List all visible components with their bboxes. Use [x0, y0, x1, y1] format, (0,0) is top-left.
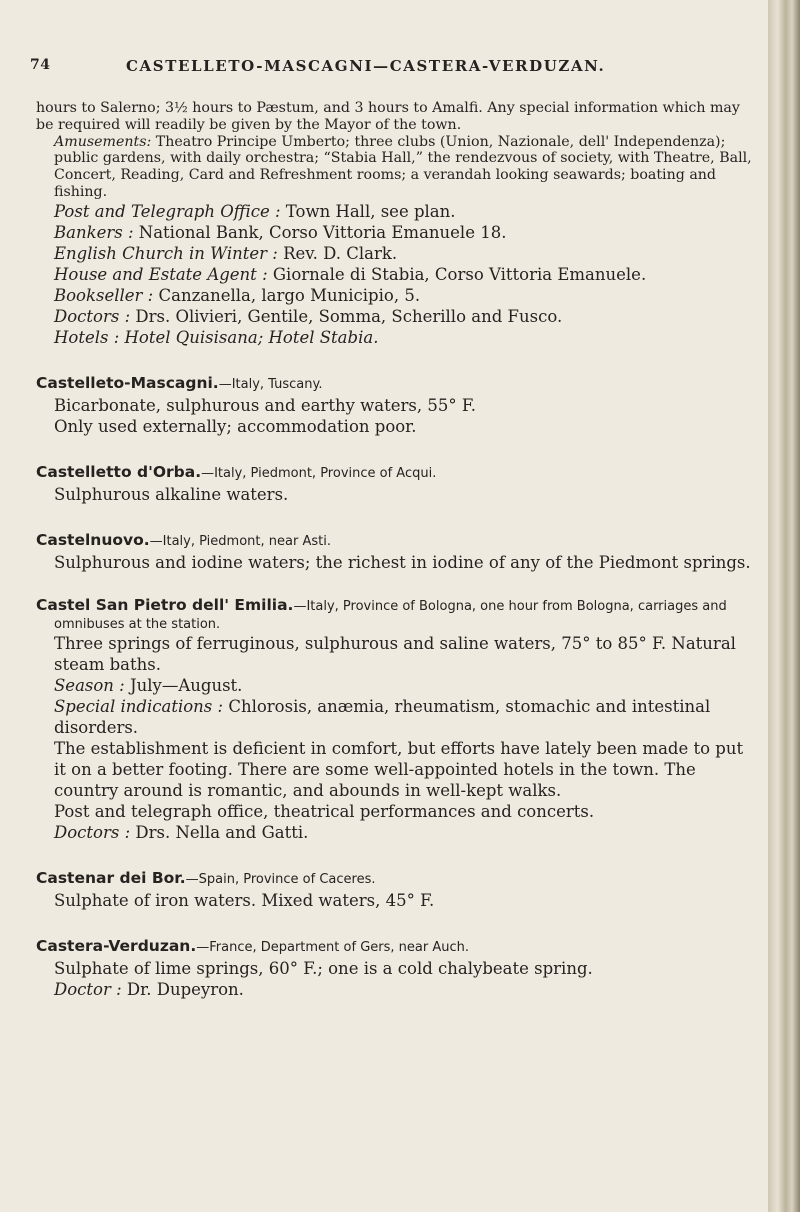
entry-text: Sulphate of iron waters. Mixed waters, 45° F. — [54, 891, 435, 911]
post-text: Town Hall, see plan. — [280, 201, 456, 221]
entry-text: Sulphurous alkaline waters. — [54, 484, 289, 504]
bankers-text: National Bank, Corso Vittoria Emanuele 18. — [133, 222, 507, 242]
entry-text: The establishment is deficient in comfort, but efforts have lately been made to put it on a better footing. There are some well-appointed hotels in the town. The country around is romantic, and abounds in well-kept walks. — [54, 739, 744, 801]
post-line — [36, 201, 752, 222]
entry-location: —Italy, Piedmont, near Asti. — [149, 533, 331, 549]
entry-castenar-dei-bor — [36, 867, 752, 911]
entry-castelleto-mascagni — [36, 372, 752, 437]
page-number: 74 — [30, 57, 51, 73]
amusements-text: Theatro Principe Umberto; three clubs (Union, Nazionale, dell' Independenza); public gardens, with daily orchestra; “Stabia Hall,” the rendezvous of society, with Theatre, Ball, Concert, Reading, Card and Refreshment rooms; a verandah looking seawards; boating and fishing. — [54, 133, 752, 200]
entry-heading — [36, 935, 752, 958]
entry-location: —Italy, Piedmont, Province of Acqui. — [201, 465, 437, 481]
doctors-line — [36, 822, 752, 843]
entry-headword: Castelletto d'Orba. — [36, 462, 202, 481]
running-title: CASTELLETO-MASCAGNI—CASTERA-VERDUZAN. — [126, 57, 606, 75]
season-text: July—August. — [124, 676, 243, 696]
page-body — [36, 100, 752, 1000]
continued-paragraph: hours to Salerno; 3½ hours to Pæstum, and 3 hours to Amalfi. Any special information which may be required will readily be given by the Mayor of the town. — [36, 100, 740, 133]
running-head — [30, 57, 750, 79]
doctors-label: Doctors : — [54, 306, 131, 326]
agent-text: Giornale di Stabia, Corso Vittoria Emanuele. — [267, 264, 647, 284]
page-edge — [768, 0, 800, 1212]
hotels-line: Hotels : Hotel Quisisana; Hotel Stabia. — [54, 327, 379, 347]
doctor-line — [36, 979, 752, 1000]
doctors-text: Drs. Olivieri, Gentile, Somma, Scherillo and Fusco. — [130, 306, 563, 326]
entry-headword: Castel San Pietro dell' Emilia. — [36, 595, 294, 614]
bookseller-label: Bookseller : — [54, 285, 154, 305]
season-label: Season : — [54, 676, 125, 696]
doctors-text: Drs. Nella and Gatti. — [130, 823, 309, 843]
entry-heading — [36, 461, 752, 484]
entry-headword: Castenar dei Bor. — [36, 869, 186, 888]
entry-headword: Castera-Verduzan. — [36, 937, 197, 956]
church-line — [36, 243, 752, 264]
indications-text: Chlorosis, anæmia, rheumatism, stomachic and intestinal disorders. — [54, 697, 711, 738]
entry-castera-verduzan — [36, 935, 752, 1000]
doctors-label: Doctors : — [54, 823, 131, 843]
entry-headword: Castelleto-Mascagni. — [36, 373, 219, 392]
entry-location: —Italy, Tuscany. — [218, 376, 323, 392]
entry-location: —Spain, Province of Caceres. — [185, 872, 376, 888]
post-label: Post and Telegraph Office : — [54, 201, 281, 221]
entry-heading — [36, 867, 752, 890]
continued-entry — [36, 100, 752, 201]
entry-text: Only used externally; accommodation poor. — [54, 416, 417, 436]
season-line — [36, 675, 752, 696]
entry-heading — [36, 597, 752, 634]
continued-entry-services — [36, 201, 752, 348]
bankers-line — [36, 222, 752, 243]
entry-text: Three springs of ferruginous, sulphurous and saline waters, 75° to 85° F. Natural steam baths. — [54, 634, 736, 675]
entry-castel-san-pietro — [36, 597, 752, 844]
doctor-text: Dr. Dupeyron. — [121, 980, 244, 1000]
entry-castelnuovo — [36, 529, 752, 573]
agent-line — [36, 264, 752, 285]
entry-heading — [36, 529, 752, 552]
entry-location: —France, Department of Gers, near Auch. — [196, 940, 469, 956]
entry-heading — [36, 372, 752, 395]
entry-text: Sulphate of lime springs, 60° F.; one is a cold chalybeate spring. — [54, 959, 593, 979]
entry-text: Sulphurous and iodine waters; the richest in iodine of any of the Piedmont springs. — [54, 552, 751, 572]
entry-location: —Italy, Province of Bologna, one hour from Bologna, carriages and omnibuses at the station. — [54, 598, 727, 632]
amusements-label: Amusements: — [54, 133, 152, 150]
church-text: Rev. D. Clark. — [277, 243, 398, 263]
amusements-paragraph — [36, 134, 752, 201]
doctor-label: Doctor : — [54, 980, 122, 1000]
entry-castelletto-dorba — [36, 461, 752, 505]
entry-headword: Castelnuovo. — [36, 530, 150, 549]
church-label: English Church in Winter : — [54, 243, 278, 263]
indications-line — [36, 696, 752, 738]
doctors-line — [36, 306, 752, 327]
agent-label: House and Estate Agent : — [54, 264, 268, 284]
bookseller-line — [36, 285, 752, 306]
bankers-label: Bankers : — [54, 222, 134, 242]
entry-text: Post and telegraph office, theatrical performances and concerts. — [54, 802, 595, 822]
indications-label: Special indications : — [54, 697, 224, 717]
entry-text: Bicarbonate, sulphurous and earthy waters, 55° F. — [54, 395, 476, 415]
bookseller-text: Canzanella, largo Municipio, 5. — [153, 285, 421, 305]
